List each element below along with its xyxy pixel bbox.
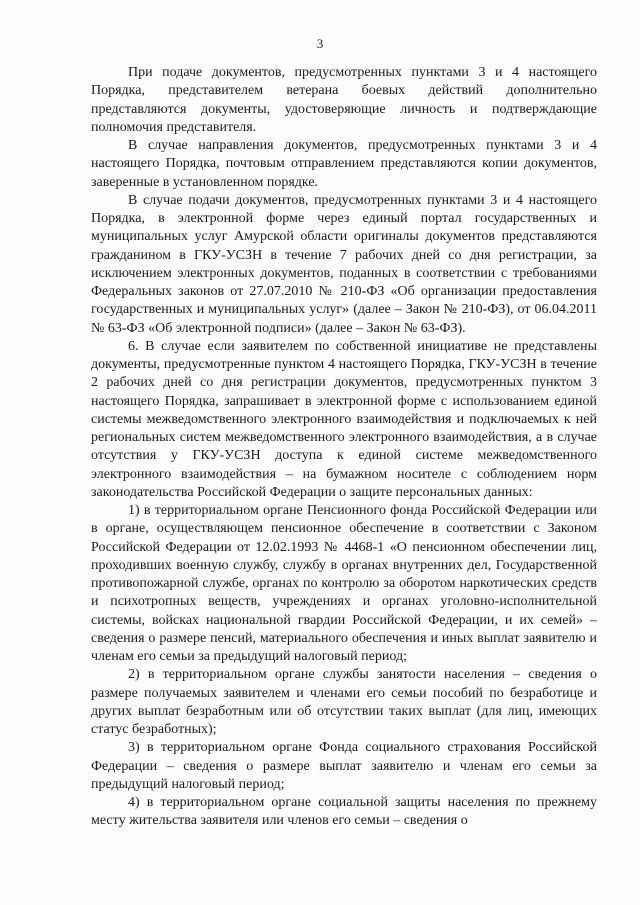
paragraph-subitem-2: 2) в территориальном органе службы занятости населения – сведения о размере получаемых заявителем и членами его семьи пособий по безработице и других выплат безработным или об отсутствии таких выплат (для лиц, имеющих статус безработных);	[91, 667, 597, 737]
paragraph-representative-documents: При подаче документов, предусмотренных пунктами 3 и 4 настоящего Порядка, представителем ветерана боевых действий дополнительно представляются документы, удостоверяющие личность и подтверждающие полномочия представителя.	[91, 65, 597, 135]
paragraph-postal-submission: В случае направления документов, предусмотренных пунктами 3 и 4 настоящего Порядка, почтовым отправлением представляются копии документов, заверенные в установленном порядке.	[91, 138, 597, 190]
paragraph-subitem-3: 3) в территориальном органе Фонда социального страхования Российской Федерации – сведения о размере выплат заявителю и членам его семьи за предыдущий налоговый период;	[91, 740, 597, 792]
paragraph-subitem-1: 1) в территориальном органе Пенсионного фонда Российской Федерации или в органе, осуществляющем пенсионное обеспечение в соответствии с Законом Российской Федерации от 12.02.1993 № 4468-1 «О пенсионном обеспечении лиц, проходивших военную службу, службу в органах внутренних дел, Государственной противопожарной службе, органах по контролю за оборотом наркотических средств и психотропных веществ, учреждениях и органах уголовно-исполнительной системы, войсках национальной гвардии Российской Федерации, и их семей» – сведения о размере пенсий, материального обеспечения и иных выплат заявителю и членам его семьи за предыдущий налоговый период;	[91, 503, 597, 664]
document-body	[91, 64, 597, 831]
page-number: 3	[316, 36, 324, 51]
paragraph-item-6: 6. В случае если заявителем по собственной инициативе не представлены документы, предусмотренные пунктом 4 настоящего Порядка, ГКУ-УСЗН в течение 2 рабочих дней со дня регистрации документов, предусмотренных пунктом 3 настоящего Порядка, запрашивает в электронной форме с использованием единой системы межведомственного электронного взаимодействия и подключаемых к ней региональных систем межведомственного электронного взаимодействия, а в случае отсутствия у ГКУ-УСЗН доступа к единой системе межведомственного электронного взаимодействия – на бумажном носителе с соблюдением норм законодательства Российской Федерации о защите персональных данных:	[91, 338, 597, 500]
paragraph-subitem-4: 4) в территориальном органе социальной защиты населения по прежнему месту жительства заявителя или членов его семьи – сведения о	[91, 795, 597, 829]
paragraph-electronic-submission: В случае подачи документов, предусмотренных пунктами 3 и 4 настоящего Порядка, в электронной форме через единый портал государственных и муниципальных услуг Амурской области оригиналы документов представляются гражданином в ГКУ-УСЗН в течение 7 рабочих дней со дня регистрации, за исключением электронных документов, поданных в соответствии с требованиями Федеральных законов от 27.07.2010 № 210-ФЗ «Об организации предоставления государственных и муниципальных услуг» (далее – Закон № 210-ФЗ), от 06.04.2011 № 63-ФЗ «Об электронной подписи» (далее – Закон № 63-ФЗ).	[91, 192, 597, 336]
